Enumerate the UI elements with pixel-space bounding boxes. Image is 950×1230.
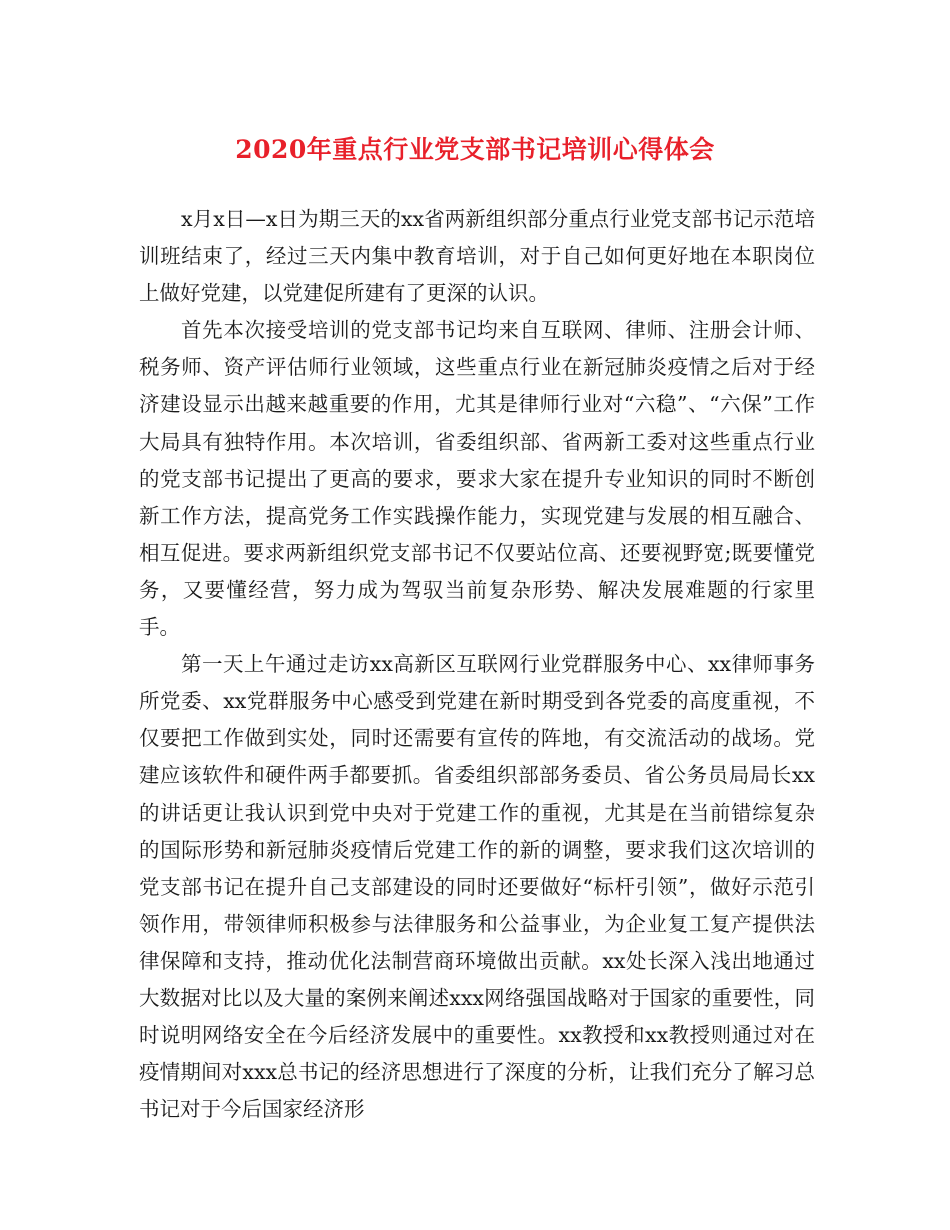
document-body <box>139 201 815 1128</box>
paragraph-2: 首先本次接受培训的党支部书记均来自互联网、律师、注册会计师、税务师、资产评估师行业领域，这些重点行业在新冠肺炎疫情之后对于经济建设显示出越来越重要的作用，尤其是律师行业对“六稳”、“六保”工作大局具有独特作用。本次培训，省委组织部、省两新工委对这些重点行业的党支部书记提出了更高的要求，要求大家在提升专业知识的同时不断创新工作方法，提高党务工作实践操作能力，实现党建与发展的相互融合、相互促进。要求两新组织党支部书记不仅要站位高、还要视野宽;既要懂党务，又要懂经营，努力成为驾驭当前复杂形势、解决发展难题的行家里手。 <box>139 318 815 640</box>
document-title: 2020年重点行业党支部书记培训心得体会 <box>235 135 715 164</box>
paragraph-3: 第一天上午通过走访xx高新区互联网行业党群服务中心、xx律师事务所党委、xx党群服务中心感受到党建在新时期受到各党委的高度重视，不仅要把工作做到实处，同时还需要有宣传的阵地，有交流活动的战场。党建应该软件和硬件两手都要抓。省委组织部部务委员、省公务员局局长xx的讲话更让我认识到党中央对于党建工作的重视，尤其是在当前错综复杂的国际形势和新冠肺炎疫情后党建工作的新的调整，要求我们这次培训的党支部书记在提升自己支部建设的同时还要做好“标杆引领”，做好示范引领作用，带领律师积极参与法律服务和公益事业，为企业复工复产提供法律保障和支持，推动优化法制营商环境做出贡献。xx处长深入浅出地通过大数据对比以及大量的案例来阐述xxx网络强国战略对于国家的重要性，同时说明网络安全在今后经济发展中的重要性。xx教授和xx教授则通过对在疫情期间对xxx总书记的经济思想进行了深度的分析，让我们充分了解习总书记对于今后国家经济形 <box>139 652 815 1122</box>
paragraph-1: x月x日—x日为期三天的xx省两新组织部分重点行业党支部书记示范培训班结束了，经过三天内集中教育培训，对于自己如何更好地在本职岗位上做好党建，以党建促所建有了更深的认识。 <box>139 207 815 306</box>
